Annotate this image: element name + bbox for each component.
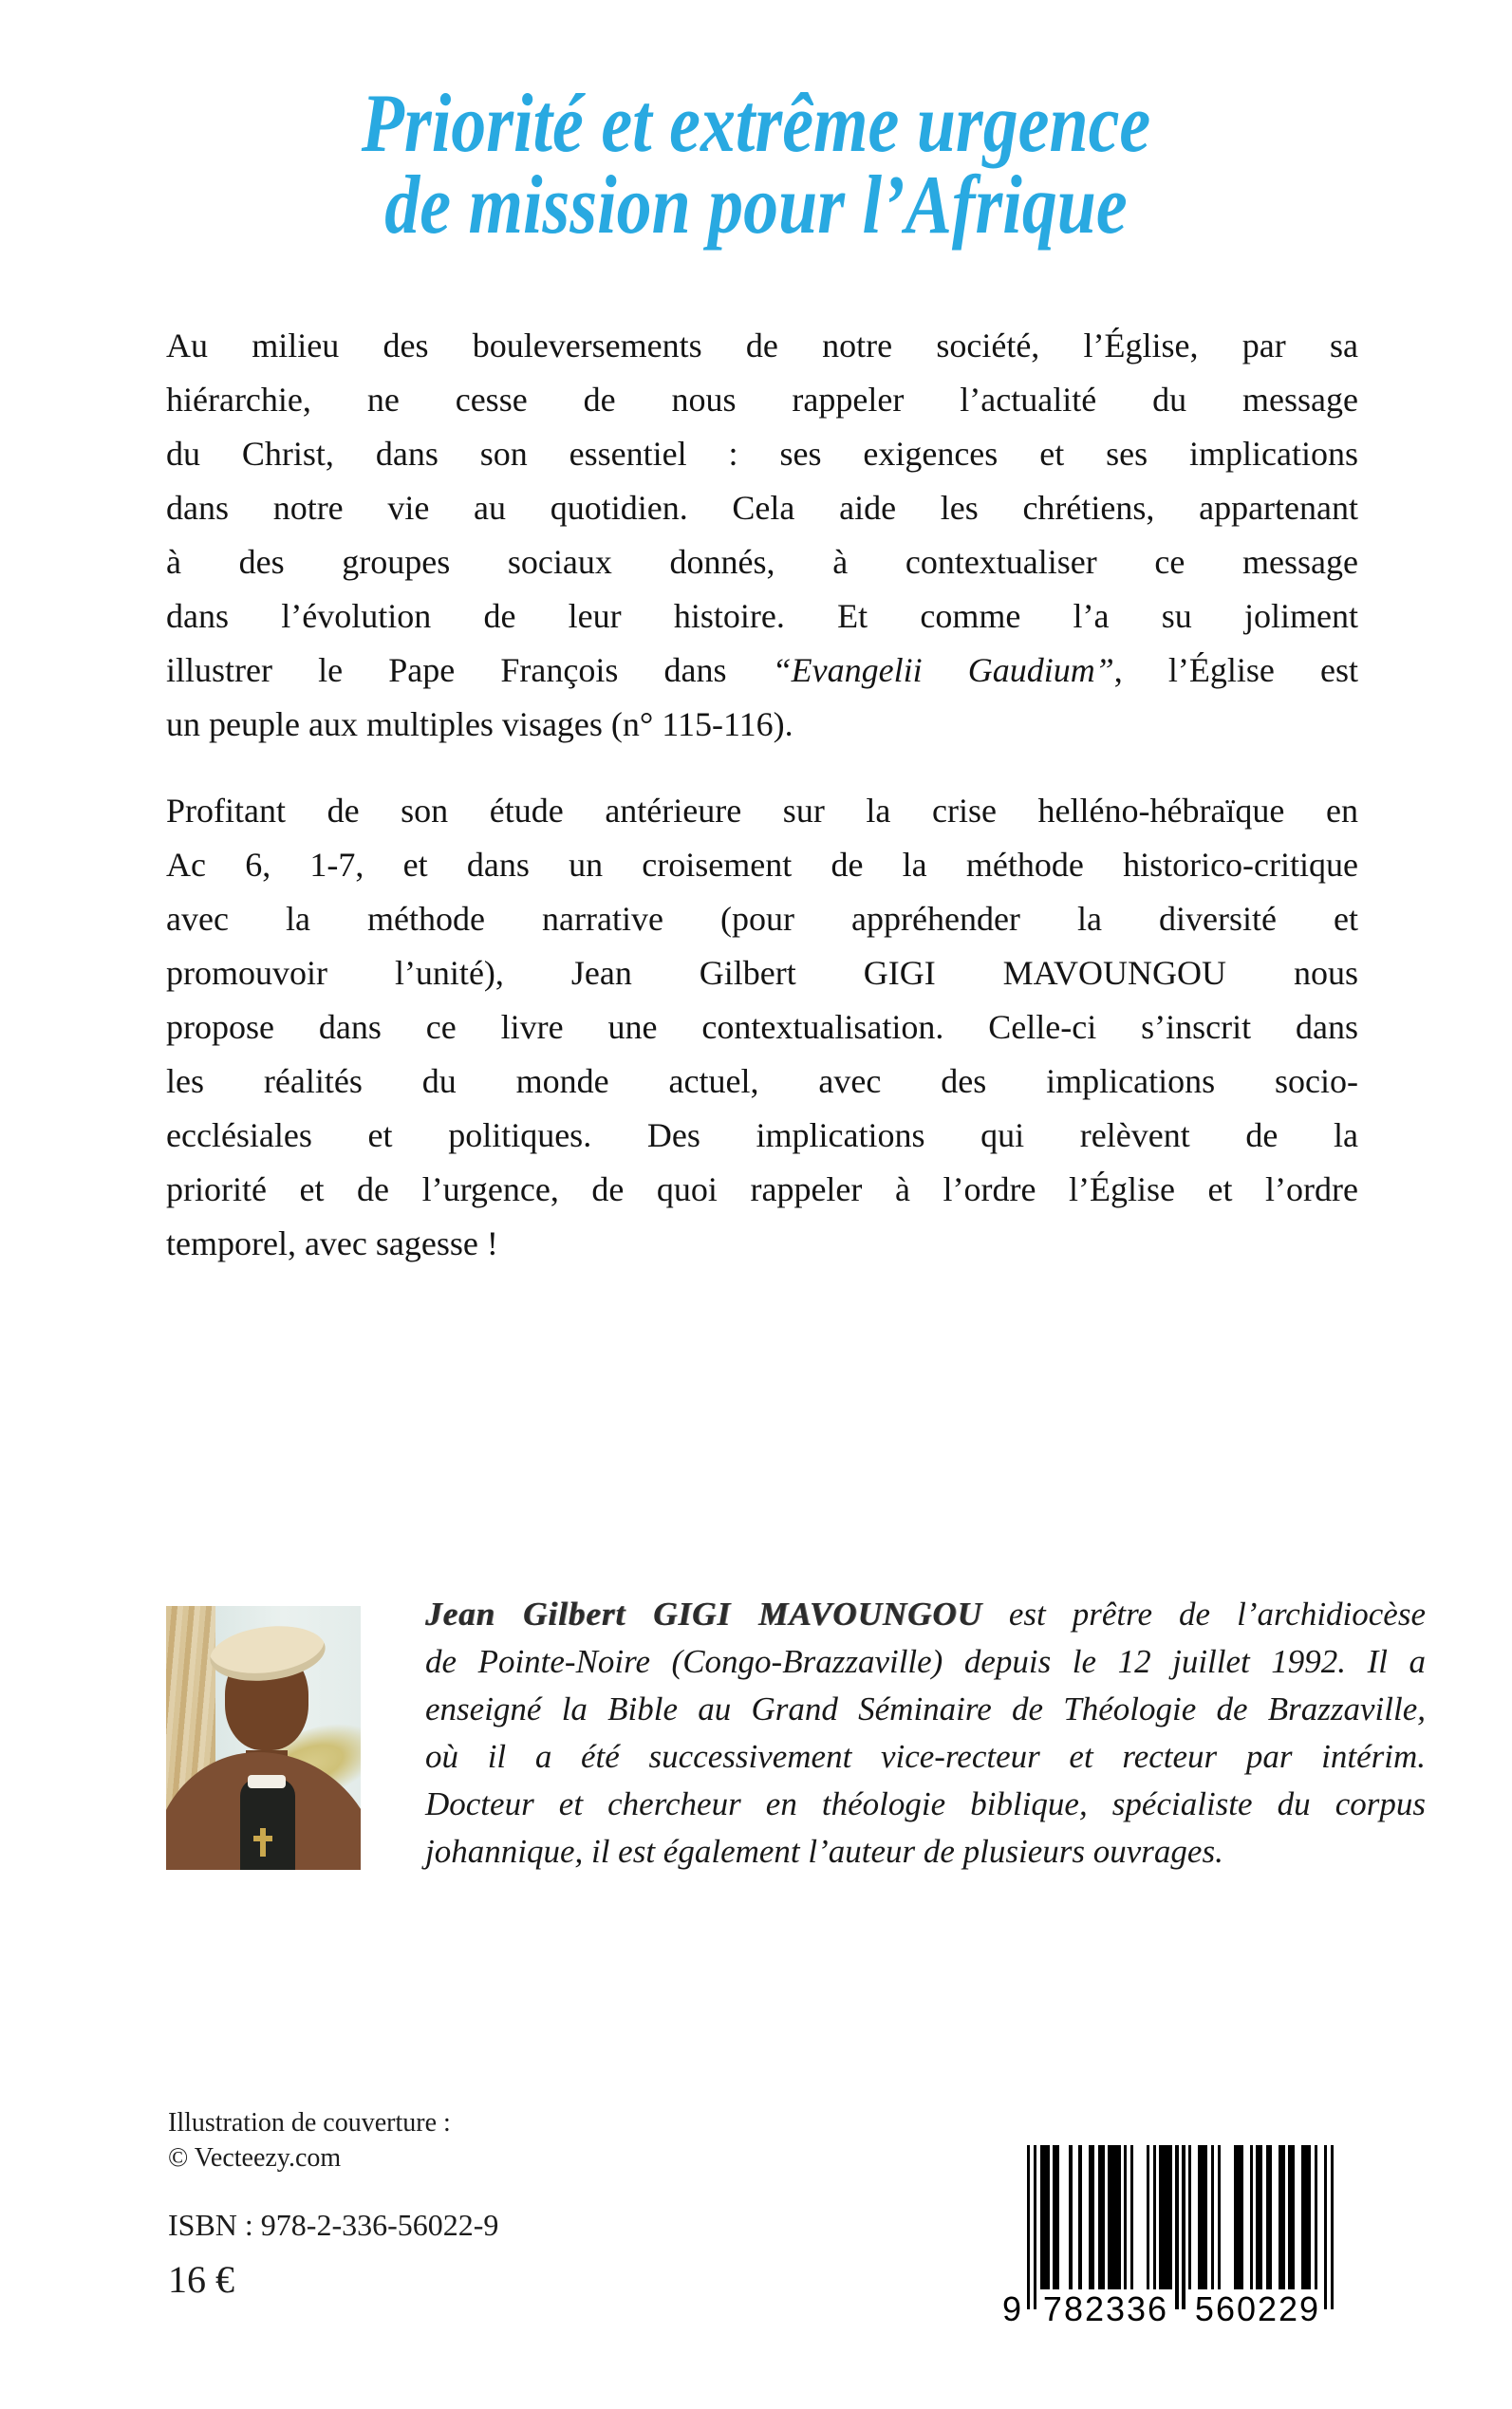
barcode-left-digits: 782336 — [1042, 2289, 1169, 2328]
credit-line-2: © Vecteezy.com — [168, 2143, 342, 2173]
barcode-right-digits: 560229 — [1194, 2289, 1321, 2328]
synopsis-paragraph-2 — [166, 784, 1358, 1271]
book-title — [0, 78, 1512, 252]
author-name: Jean Gilbert GIGI MAVOUNGOU — [425, 1596, 982, 1633]
synopsis-line: Profitant de son étude antérieure sur la crise helléno-hébraïque en — [166, 792, 1358, 830]
photo-clerical-collar — [248, 1775, 286, 1788]
synopsis-line: hiérarchie, ne cesse de nous rappeler l’actualité du message — [166, 381, 1358, 419]
synopsis-line: à des groupes sociaux donnés, à contextualiser ce message — [166, 543, 1358, 581]
barcode — [1002, 2145, 1348, 2335]
photo-clergy-shirt — [240, 1779, 295, 1870]
bio-line — [425, 1591, 1426, 1638]
synopsis-line — [166, 644, 1358, 698]
synopsis-text: illustrer le Pape François dans — [166, 651, 773, 689]
barcode-first-digit: 9 — [1002, 2289, 1022, 2328]
bio-line: de Pointe-Noire (Congo-Brazzaville) depuis le 12 juillet 1992. Il a — [425, 1643, 1426, 1680]
synopsis-line: propose dans ce livre une contextualisation. Celle-ci s’inscrit dans — [166, 1008, 1358, 1046]
synopsis-line: avec la méthode narrative (pour appréhender la diversité et — [166, 900, 1358, 938]
book-title-line-2: de mission pour l’Afrique — [384, 159, 1128, 252]
bio-line: johannique, il est également l’auteur de plusieurs ouvrages. — [425, 1833, 1223, 1870]
barcode-bars — [1027, 2145, 1334, 2309]
synopsis-line: priorité et de l’urgence, de quoi rappeler à l’ordre l’Église et l’ordre — [166, 1170, 1358, 1208]
synopsis-line: Au milieu des bouleversements de notre société, l’Église, par sa — [166, 327, 1358, 364]
synopsis-line: dans l’évolution de leur histoire. Et comme l’a su joliment — [166, 597, 1358, 635]
synopsis-line: promouvoir l’unité), Jean Gilbert GIGI MAVOUNGOU nous — [166, 954, 1358, 992]
book-reference-evangelii-gaudium: “Evangelii Gaudium” — [772, 651, 1114, 689]
book-title-line-1: Priorité et extrême urgence — [361, 78, 1151, 170]
credit-line-1: Illustration de couverture : — [168, 2108, 451, 2138]
author-bio — [425, 1591, 1426, 1876]
cover-illustration-credit — [168, 2105, 451, 2176]
synopsis-line: du Christ, dans son essentiel : ses exigences et ses implications — [166, 435, 1358, 473]
photo-cross-pendant — [260, 1828, 266, 1857]
synopsis-line: Ac 6, 1-7, et dans un croisement de la méthode historico-critique — [166, 846, 1358, 884]
barcode-digits — [1002, 2288, 1334, 2329]
photo-beret — [207, 1620, 328, 1687]
synopsis-line: un peuple aux multiples visages (n° 115-116). — [166, 705, 793, 743]
bio-text: est prêtre de l’archidiocèse — [981, 1596, 1427, 1633]
synopsis-line: ecclésiales et politiques. Des implications qui relèvent de la — [166, 1116, 1358, 1154]
isbn-number: ISBN : 978-2-336-56022-9 — [168, 2208, 499, 2242]
bio-line: enseigné la Bible au Grand Séminaire de Théologie de Brazzaville, — [425, 1690, 1426, 1727]
synopsis-line: les réalités du monde actuel, avec des implications socio- — [166, 1062, 1358, 1100]
synopsis-paragraph-1 — [166, 319, 1358, 752]
bio-line: où il a été successivement vice-recteur et recteur par intérim. — [425, 1738, 1426, 1775]
price: 16 € — [168, 2258, 234, 2301]
synopsis-line: dans notre vie au quotidien. Cela aide les chrétiens, appartenant — [166, 489, 1358, 527]
synopsis-text: , l’Église est — [1113, 651, 1358, 689]
synopsis-line: temporel, avec sagesse ! — [166, 1224, 498, 1262]
author-photo — [166, 1606, 361, 1870]
bio-line: Docteur et chercheur en théologie biblique, spécialiste du corpus — [425, 1785, 1426, 1822]
